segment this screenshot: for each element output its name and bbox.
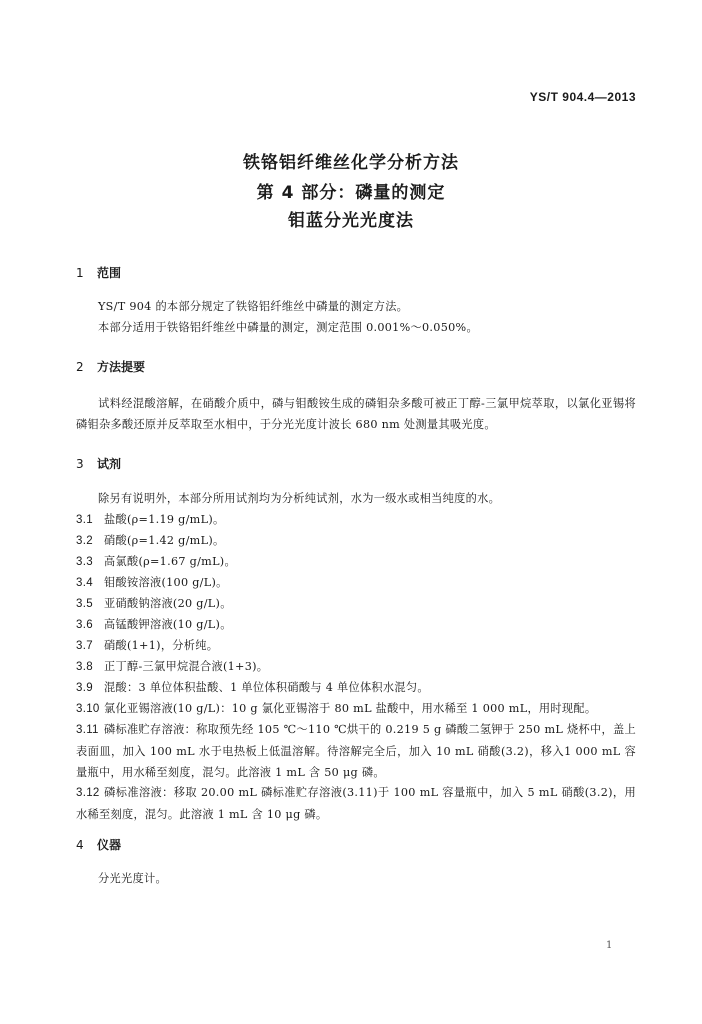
method-text: 试料经混酸溶解，在硝酸介质中，磷与钼酸铵生成的磷钼杂多酸可被正丁醇-三氯甲烷萃取，以氯化亚锡将磷钼杂多酸还原并反萃取至水相中，于分光光度计波长 680 nm 处测量其吸光度。 [76,397,636,431]
standard-code: YS/T 904.4—2013 [529,90,636,104]
section-heading-reagents [76,455,121,472]
item-number: 3.5 [76,598,93,610]
item-number: 3.4 [76,577,93,589]
section-title: 方法提要 [97,360,146,374]
item-number: 3.10 [76,703,100,715]
item-text: 高锰酸钾溶液(10 g/L)。 [104,618,232,631]
section-number: 3 [76,457,84,471]
list-item [76,698,636,720]
reagents-intro: 除另有说明外，本部分所用试剂均为分析纯试剂，水为一级水或相当纯度的水。 [98,492,501,505]
list-item [76,572,636,594]
item-text: 钼酸铵溶液(100 g/L)。 [104,576,228,589]
item-text: 盐酸(ρ=1.19 g/mL)。 [104,513,225,526]
list-item [76,593,636,615]
item-number: 3.8 [76,661,93,673]
section-heading-scope [76,264,121,281]
title-line-3: 钼蓝分光光度法 [288,211,414,231]
item-text: 磷标准溶液：移取 20.00 mL 磷标准贮存溶液(3.11)于 100 mL 容量瓶中，加入 5 mL 硝酸(3.2)，用水稀至刻度，混匀。此溶液 1 mL 含 10 μg 磷。 [76,786,636,821]
item-number: 3.6 [76,619,93,631]
list-item [76,677,636,699]
list-item [76,530,636,552]
paragraph [76,393,636,435]
scope-text-2: 本部分适用于铁铬铝纤维丝中磷量的测定，测定范围 0.001%～0.050%。 [98,321,478,334]
page-number: 1 [606,940,613,951]
item-number: 3.9 [76,682,93,694]
list-item [76,509,636,531]
list-item [76,782,636,825]
item-number: 3.3 [76,556,93,568]
section-number: 4 [76,838,84,852]
item-number: 3.7 [76,640,93,652]
section-title: 仪器 [97,838,122,852]
title-line-2: 第 4 部分：磷量的测定 [256,183,446,203]
section-heading-apparatus [76,836,121,853]
section-title: 试剂 [97,457,122,471]
list-item [76,551,636,573]
paragraph [76,868,636,889]
item-number: 3.11 [76,724,99,736]
item-number: 3.2 [76,535,93,547]
item-text: 磷标准贮存溶液：称取预先经 105 ℃～110 ℃烘干的 0.219 5 g 磷酸二氢钾于 250 mL 烧杯中，盖上表面皿，加入 100 mL 水于电热板上低温溶解。待溶解完全后，加入 10 mL 硝酸(3.2)，移入1 000 mL 容量瓶中，用水稀至刻度，混匀。此溶液 1 mL 含 50 μg 磷。 [76,723,636,779]
item-text: 硝酸(1+1)，分析纯。 [104,639,219,652]
item-text: 亚硝酸钠溶液(20 g/L)。 [104,597,232,610]
list-item [76,656,636,678]
list-item [76,719,636,783]
item-text: 氯化亚锡溶液(10 g/L)：10 g 氯化亚锡溶于 80 mL 盐酸中，用水稀至 1 000 mL，用时现配。 [104,702,597,715]
section-number: 2 [76,360,84,374]
list-item [76,635,636,657]
item-number: 3.1 [76,514,93,526]
item-text: 高氯酸(ρ=1.67 g/mL)。 [104,555,236,568]
item-text: 混酸：3 单位体积盐酸、1 单位体积硝酸与 4 单位体积水混匀。 [104,681,429,694]
item-text: 正丁醇-三氯甲烷混合液(1+3)。 [104,660,269,673]
title-line-1: 铁铬铝纤维丝化学分析方法 [243,153,459,173]
section-title: 范围 [97,266,122,280]
section-heading-method [76,358,145,375]
section-number: 1 [76,266,84,280]
apparatus-text: 分光光度计。 [98,872,167,885]
list-item [76,614,636,636]
paragraph [76,296,636,317]
paragraph [76,488,636,509]
paragraph [76,317,636,338]
scope-text-1: YS/T 904 的本部分规定了铁铬铝纤维丝中磷量的测定方法。 [98,300,409,313]
item-number: 3.12 [76,787,100,799]
item-text: 硝酸(ρ=1.42 g/mL)。 [104,534,225,547]
